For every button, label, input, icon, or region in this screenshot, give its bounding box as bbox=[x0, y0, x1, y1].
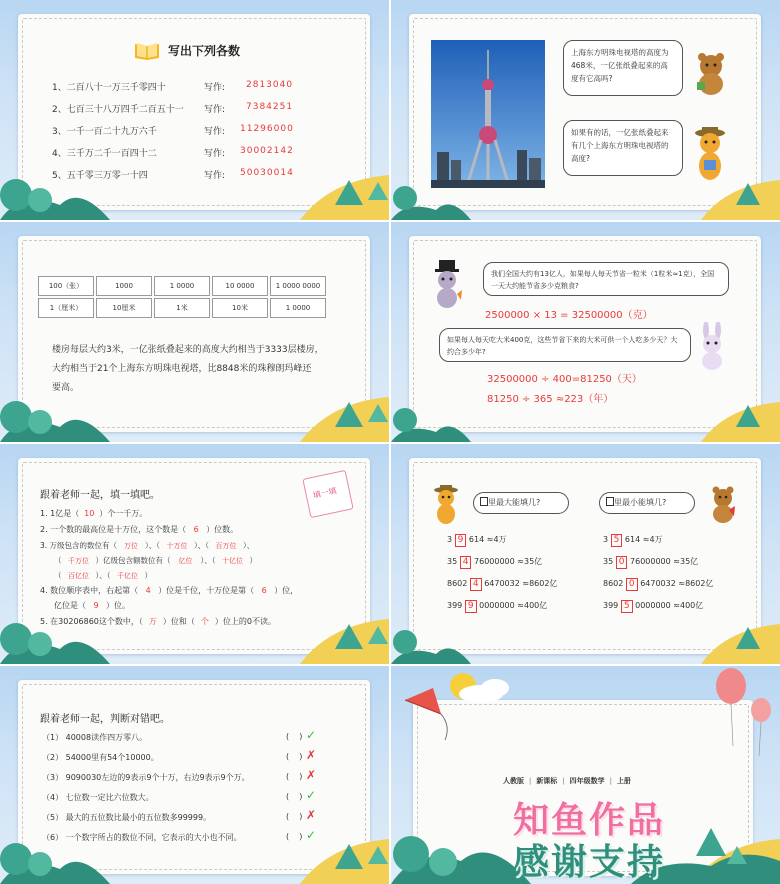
answer-fill: 千亿位 bbox=[117, 572, 138, 580]
judgement-item: （4） 七位数一定比六位数大。 bbox=[42, 793, 154, 802]
oriental-pearl-tower-photo bbox=[431, 40, 545, 188]
number-part: 8602 bbox=[447, 579, 468, 588]
table-row bbox=[38, 298, 326, 318]
cat-character-icon bbox=[431, 484, 461, 524]
table-cell: 1 0000 0000 bbox=[270, 276, 326, 296]
write-label: 写作: bbox=[204, 105, 226, 115]
question-text: ）位上的0不读。 bbox=[214, 617, 276, 626]
speech-bubble: 如果有的话，一亿张纸叠起来有几个上海东方明珠电视塔的高度? bbox=[563, 120, 683, 176]
number-part: 76000000 ≈35亿 bbox=[474, 557, 543, 566]
number-part: 614 ≈4万 bbox=[468, 535, 507, 544]
slide-3[interactable] bbox=[0, 222, 389, 442]
judgement-item: （1） 40008读作四万零八。 bbox=[42, 733, 148, 742]
number-part: 0000000 ≈400亿 bbox=[479, 601, 548, 610]
calculation: 32500000 ÷ 400=81250（天） bbox=[487, 374, 642, 385]
tag-text: 四年级数学 bbox=[569, 777, 605, 785]
answer-value: 50030014 bbox=[240, 168, 294, 178]
exercise-item: 2、七百三十八万四千二百五十一 bbox=[52, 105, 184, 115]
answer-paren: ( ) bbox=[286, 832, 303, 841]
table-cell: 1 0000 bbox=[154, 276, 210, 296]
judgement-item: （2） 54000里有54个10000。 bbox=[42, 753, 159, 762]
rounding-row bbox=[447, 556, 542, 569]
question-line bbox=[40, 508, 147, 519]
question-text: 1. 1亿是（ bbox=[40, 509, 80, 518]
table-cell: 10厘米 bbox=[96, 298, 152, 318]
answer-paren: ( ) bbox=[286, 752, 303, 761]
number-part: 0000000 ≈400亿 bbox=[635, 601, 704, 610]
question-line: （ 百亿位 ）、（ 千亿位 ） bbox=[54, 571, 152, 580]
write-label: 写作: bbox=[204, 149, 226, 159]
course-tags: 人教版 | 新课标 | 四年级数学 | 上册 bbox=[503, 777, 631, 785]
number-part: 35 bbox=[603, 557, 614, 566]
answer-box: 9 bbox=[465, 600, 477, 613]
paragraph-line: 要高。 bbox=[52, 383, 80, 393]
speech-bubble: 上海东方明珠电视塔的高度为468米，一亿张纸叠起来的高度有它高吗? bbox=[563, 40, 683, 96]
rabbit-with-hat-icon bbox=[431, 260, 463, 308]
answer-fill: 亿位 bbox=[178, 557, 193, 565]
question-text: 3. 万级包含的数位有（ bbox=[40, 541, 118, 550]
question-text: ）位， bbox=[274, 586, 299, 595]
speech-bubble bbox=[599, 492, 695, 514]
question-line bbox=[40, 616, 276, 627]
brand-title: 知鱼作品 bbox=[513, 800, 666, 841]
bubble-text: 里最小能填几? bbox=[614, 498, 667, 507]
cross-icon: ✗ bbox=[306, 808, 317, 822]
landscape-decoration bbox=[391, 444, 780, 664]
number-part: 3 bbox=[603, 535, 609, 544]
answer-box: 5 bbox=[621, 600, 633, 613]
answer-paren: ( ) bbox=[286, 812, 303, 821]
question-line: 3. 万级包含的数位有（ 万位 ）、（ 十万位 ）、（ 百万位 ）、 bbox=[40, 541, 255, 550]
write-label: 写作: bbox=[204, 83, 226, 93]
answer-box: 5 bbox=[611, 534, 623, 547]
answer-box: 4 bbox=[470, 578, 482, 591]
check-icon: ✓ bbox=[306, 728, 317, 742]
tag-text: 新课标 bbox=[536, 777, 558, 785]
paragraph-line: 大约相当于21个上海东方明珠电视塔，比8848米的珠穆朗玛峰还 bbox=[52, 364, 312, 374]
tag-text: 上册 bbox=[616, 777, 631, 785]
number-part: 399 bbox=[603, 601, 619, 610]
tag-text: 人教版 bbox=[503, 777, 524, 785]
question-line bbox=[54, 600, 130, 611]
rounding-row bbox=[603, 600, 703, 613]
write-label: 写作: bbox=[204, 171, 226, 181]
page-title: 跟着老师一起，判断对错吧。 bbox=[40, 714, 170, 725]
judgement-item: （5） 最大的五位数比最小的五位数多99999。 bbox=[42, 813, 212, 822]
judgement-item: （3） 9090030左边的9表示9个十万，右边9表示9个万。 bbox=[42, 773, 250, 782]
blank-box-icon bbox=[480, 497, 488, 506]
slide-1[interactable] bbox=[0, 0, 389, 220]
answer-fill: 万 bbox=[148, 617, 157, 626]
slide-6[interactable] bbox=[391, 444, 780, 664]
question-text: 5. 在30206860这个数中，（ bbox=[40, 617, 143, 626]
question-text: ）位和（ bbox=[162, 617, 195, 626]
speech-bubble: 我们全国大约有13亿人，如果每人每天节省一粒米（1粒米≈1克），全国一天大约能节省多少克粮食? bbox=[483, 262, 729, 296]
question-text: ）位是千位，十万位是第（ bbox=[158, 586, 255, 595]
answer-value: 7384251 bbox=[246, 102, 294, 112]
question-text: ）位数。 bbox=[206, 525, 239, 534]
rounding-row bbox=[447, 578, 557, 591]
question-line bbox=[40, 524, 238, 535]
paper-height-table bbox=[36, 274, 328, 320]
table-cell: 1（厘米） bbox=[38, 298, 94, 318]
speech-bubble: 如果每人每天吃大米400克，这些节省下来的大米可供一个人吃多少天？大约合多少年? bbox=[439, 328, 691, 362]
page-title: 跟着老师一起，填一填吧。 bbox=[40, 490, 160, 501]
answer-paren: ( ) bbox=[286, 792, 303, 801]
cross-icon: ✗ bbox=[306, 748, 317, 762]
rounding-row bbox=[603, 556, 698, 569]
question-text: 2. 一个数的最高位是十万位，这个数是（ bbox=[40, 525, 187, 534]
question-text: 亿位是（ bbox=[54, 601, 86, 610]
answer-fill: 10 bbox=[84, 509, 95, 518]
rounding-row bbox=[447, 600, 547, 613]
answer-paren: ( ) bbox=[286, 772, 303, 781]
table-cell: 100（张） bbox=[38, 276, 94, 296]
question-line: （ 千万位 ）亿级包含额数位有（ 亿位 ）、（ 十亿位 ） bbox=[54, 556, 257, 565]
table-cell: 10米 bbox=[212, 298, 268, 318]
question-text: ）个一千万。 bbox=[99, 509, 148, 518]
answer-box: 0 bbox=[616, 556, 628, 569]
answer-fill: 个 bbox=[200, 617, 209, 626]
table-row bbox=[38, 276, 326, 296]
paragraph-line: 楼房每层大约3米，一亿张纸叠起来的高度大约相当于3333层楼房， bbox=[52, 345, 324, 355]
rabbit-character-icon bbox=[695, 322, 729, 370]
number-part: 35 bbox=[447, 557, 458, 566]
exercise-item: 1、二百八十一万三千零四十 bbox=[52, 83, 166, 93]
number-part: 76000000 ≈35亿 bbox=[630, 557, 699, 566]
table-cell: 10 0000 bbox=[212, 276, 268, 296]
calculation: 81250 ÷ 365 ≈223（年） bbox=[487, 394, 614, 405]
answer-value: 2813040 bbox=[246, 80, 294, 90]
number-part: 399 bbox=[447, 601, 463, 610]
judgement-item: （6） 一个数字所占的数位不同，它表示的大小也不同。 bbox=[42, 833, 242, 842]
answer-fill: 4 bbox=[145, 586, 151, 595]
exercise-item: 4、三千万二千一百四十二 bbox=[52, 149, 157, 159]
table-cell: 1米 bbox=[154, 298, 210, 318]
rounding-row bbox=[603, 578, 713, 591]
answer-paren: ( ) bbox=[286, 732, 303, 741]
write-label: 写作: bbox=[204, 127, 226, 137]
answer-fill: 6 bbox=[193, 525, 199, 534]
question-line bbox=[40, 585, 298, 596]
number-part: 8602 bbox=[603, 579, 624, 588]
bear-character-icon bbox=[709, 486, 737, 524]
slide-8[interactable] bbox=[391, 666, 780, 884]
question-text: ）亿级包含额数位有（ bbox=[95, 556, 171, 565]
landscape-decoration bbox=[0, 222, 389, 442]
table-cell: 1000 bbox=[96, 276, 152, 296]
exercise-item: 5、五千零三万零一十四 bbox=[52, 171, 148, 181]
tag-label: 填一填 bbox=[312, 486, 338, 501]
answer-box: 9 bbox=[455, 534, 467, 547]
answer-fill: 万位 bbox=[124, 542, 139, 550]
speech-bubble bbox=[473, 492, 569, 514]
check-icon: ✓ bbox=[306, 788, 317, 802]
slide-5[interactable] bbox=[0, 444, 389, 664]
question-text: 4. 数位顺序表中，右起第（ bbox=[40, 586, 139, 595]
question-text: ）位。 bbox=[106, 601, 130, 610]
check-icon: ✓ bbox=[306, 828, 317, 842]
book-icon bbox=[133, 40, 161, 60]
rounding-row bbox=[603, 534, 663, 547]
answer-fill: 百亿位 bbox=[68, 572, 89, 580]
number-part: 614 ≈4万 bbox=[624, 535, 663, 544]
number-part: 6470032 ≈8602亿 bbox=[484, 579, 558, 588]
answer-value: 30002142 bbox=[240, 146, 294, 156]
rounding-row bbox=[447, 534, 507, 547]
slide-2[interactable] bbox=[391, 0, 780, 220]
answer-fill: 6 bbox=[261, 586, 267, 595]
answer-fill: 百万位 bbox=[215, 542, 237, 550]
thanks-title: 感谢支持 bbox=[513, 842, 666, 883]
number-part: 6470032 ≈8602亿 bbox=[640, 579, 714, 588]
cross-icon: ✗ bbox=[306, 768, 317, 782]
answer-fill: 9 bbox=[93, 601, 99, 610]
answer-value: 11296000 bbox=[240, 124, 294, 134]
answer-box: 0 bbox=[626, 578, 638, 591]
blank-box-icon bbox=[606, 497, 614, 506]
bear-character-icon bbox=[693, 52, 729, 96]
bubble-text: 里最大能填几? bbox=[488, 498, 541, 507]
page-title: 写出下列各数 bbox=[168, 44, 241, 58]
calculation: 2500000 × 13 = 32500000（克） bbox=[485, 310, 653, 321]
exercise-item: 3、一千一百二十九万六千 bbox=[52, 127, 157, 137]
number-part: 3 bbox=[447, 535, 453, 544]
answer-box: 4 bbox=[460, 556, 472, 569]
answer-fill: 千万位 bbox=[68, 557, 89, 565]
table-cell: 1 0000 bbox=[270, 298, 326, 318]
cat-character-icon bbox=[691, 126, 729, 182]
slide-4[interactable] bbox=[391, 222, 780, 442]
answer-fill: 十亿位 bbox=[222, 557, 243, 565]
slide-7[interactable] bbox=[0, 666, 389, 884]
answer-fill: 十万位 bbox=[166, 542, 188, 550]
